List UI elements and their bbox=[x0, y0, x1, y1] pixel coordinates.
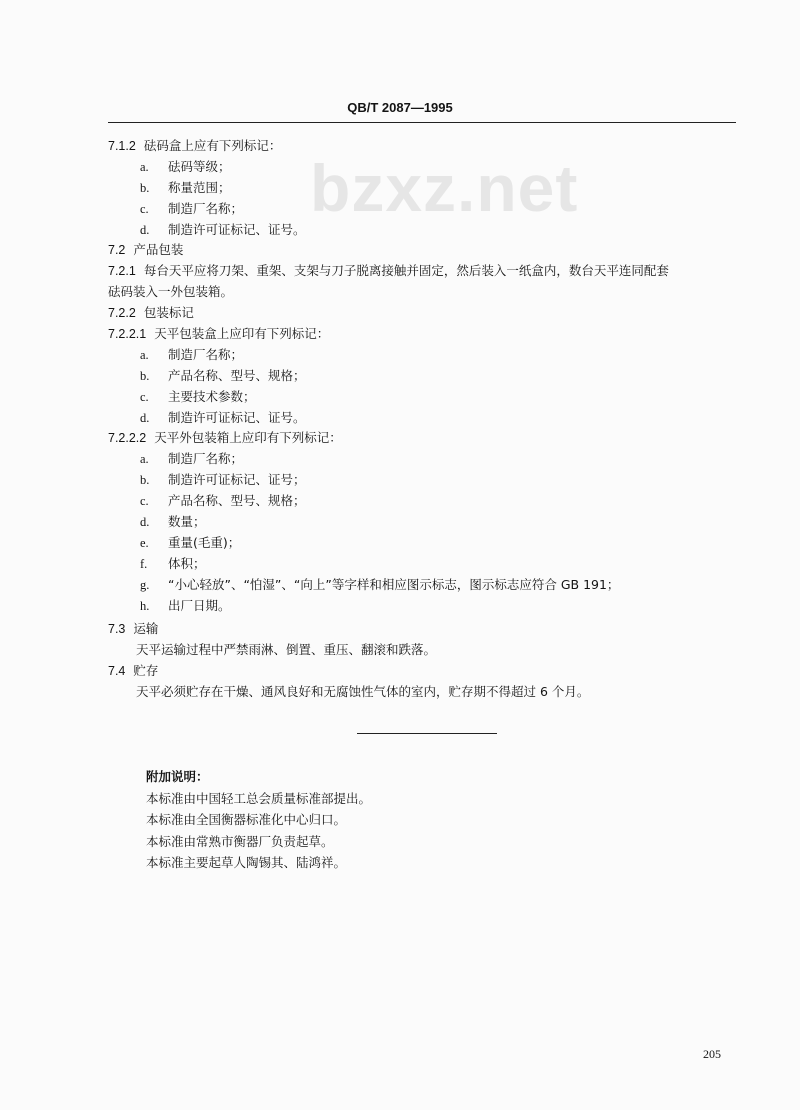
list-item: h. 出厂日期。 bbox=[140, 597, 231, 613]
appendix-line: 本标准由全国衡器标准化中心归口。 bbox=[146, 812, 347, 827]
section-number: 7.2.2.2 bbox=[108, 431, 147, 446]
list-item: e. 重量(毛重)； bbox=[140, 534, 241, 550]
section-title: 砝码盒上应有下列标记： bbox=[143, 138, 282, 153]
paragraph-line: 砝码装入一外包装箱。 bbox=[108, 284, 234, 300]
section-number: 7.2.1 bbox=[108, 264, 136, 279]
section-heading bbox=[108, 240, 738, 261]
appendix-line: 本标准由常熟市衡器厂负责起草。 bbox=[146, 833, 334, 849]
appendix-line: 本标准主要起草人陶锡其、陆鸿祥。 bbox=[146, 855, 347, 870]
list-item: d. 制造许可证标记、证号。 bbox=[140, 409, 306, 425]
standard-code-header: QB/T 2087—1995 bbox=[347, 100, 453, 115]
document-body bbox=[108, 136, 738, 703]
section-heading bbox=[108, 661, 738, 682]
section-number: 7.2 bbox=[108, 243, 126, 258]
header-rule bbox=[108, 122, 736, 123]
list-item: c. 制造厂名称； bbox=[140, 200, 244, 216]
section-heading bbox=[108, 428, 738, 449]
list-item: a. 砝码等级； bbox=[140, 158, 231, 174]
paragraph-text: 天平运输过程中严禁雨淋、倒置、重压、翻滚和跌落。 bbox=[136, 642, 437, 658]
paragraph-line bbox=[108, 261, 738, 282]
appendix-line: 本标准由中国轻工总会质量标准部提出。 bbox=[146, 790, 372, 806]
list-item: d. 数量； bbox=[140, 514, 206, 530]
section-number: 7.4 bbox=[108, 664, 126, 679]
section-number: 7.3 bbox=[108, 622, 126, 637]
section-title: 天平包装盒上应印有下列标记： bbox=[154, 326, 330, 342]
list-item: b. 制造许可证标记、证号； bbox=[140, 472, 306, 488]
list-item: a. 制造厂名称； bbox=[140, 346, 244, 362]
list-item: b. 称量范围； bbox=[140, 179, 231, 195]
watermark: bzxz.net bbox=[310, 151, 579, 225]
section-heading bbox=[108, 303, 738, 324]
list-item: d. 制造许可证标记、证号。 bbox=[140, 221, 306, 237]
section-heading bbox=[108, 136, 738, 157]
paragraph-text: 每台天平应将刀架、重架、支架与刀子脱离接触并固定，然后装入一纸盒内，数台天平连同配套 bbox=[143, 263, 669, 279]
list-item: c. 主要技术参数； bbox=[140, 388, 256, 404]
list-item: g. “小心轻放”、“怕湿”、“向上”等字样和相应图示标志，图示标志应符合 GB 191； bbox=[140, 576, 620, 592]
list-item: a. 制造厂名称； bbox=[140, 451, 244, 467]
appendix-notes bbox=[146, 766, 706, 874]
list-item: f. 体积； bbox=[140, 555, 206, 571]
section-title: 包装标记 bbox=[143, 305, 194, 321]
section-heading bbox=[108, 324, 738, 345]
list-item: c. 产品名称、型号、规格； bbox=[140, 493, 306, 509]
list-item: b. 产品名称、型号、规格； bbox=[140, 367, 306, 383]
section-title: 贮存 bbox=[133, 663, 159, 679]
page-number: 205 bbox=[703, 1047, 721, 1061]
section-title: 产品包装 bbox=[133, 242, 184, 258]
section-number: 7.1.2 bbox=[108, 139, 136, 153]
section-title: 天平外包装箱上应印有下列标记： bbox=[154, 430, 342, 446]
section-heading bbox=[108, 619, 738, 640]
section-number: 7.2.2 bbox=[108, 306, 136, 321]
section-number: 7.2.2.1 bbox=[108, 327, 147, 342]
section-title: 运输 bbox=[133, 621, 159, 637]
section-divider bbox=[357, 733, 497, 734]
appendix-title: 附加说明： bbox=[146, 769, 209, 784]
paragraph-text: 天平必须贮存在干燥、通风良好和无腐蚀性气体的室内，贮存期不得超过 6 个月。 bbox=[136, 684, 590, 700]
